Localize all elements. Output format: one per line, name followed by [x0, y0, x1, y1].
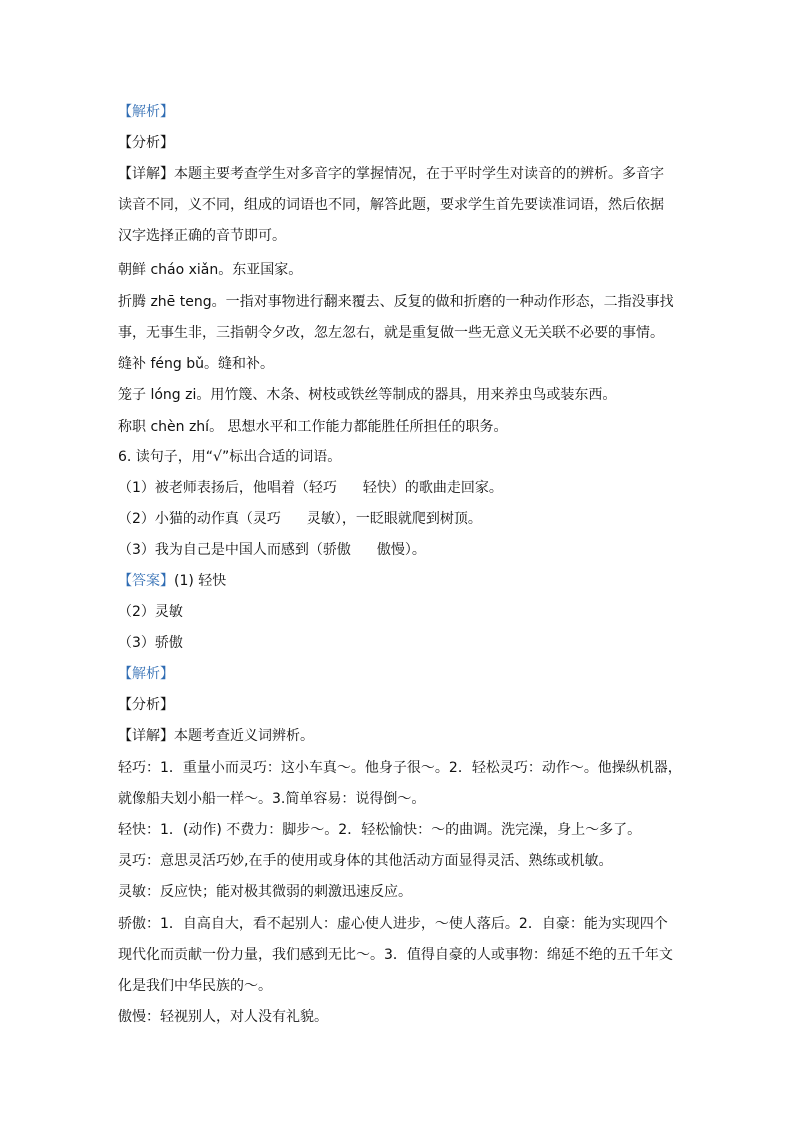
qingqiao-line-1: 轻巧：1．重量小而灵巧：这小车真～。他身子很～。2．轻松灵巧：动作～。他操纵机器，	[118, 760, 682, 776]
question6-item-2	[118, 509, 698, 529]
question6-item-1	[118, 478, 698, 498]
jiaoao-line-2: 现代化而贡献一份力量，我们感到无比～。3．值得自豪的人或事物：绵延不绝的五千年文	[118, 947, 673, 963]
jiaoao-line-3: 化是我们中华民族的～。	[118, 978, 272, 994]
detail-tag-2: 【详解】	[118, 728, 174, 744]
item1-option2: 轻快）的歌曲走回家。	[362, 480, 503, 496]
detail-tag-1: 【详解】	[118, 166, 174, 182]
answer-3: （3）骄傲	[118, 635, 183, 651]
detail-line-1	[118, 164, 698, 184]
qingkuai-entry: 轻快：1．(动作) 不费力：脚步～。2．轻松愉快：～的曲调。洗完澡，身上～多了。	[118, 822, 642, 838]
detail-line-3: 汉字选择正确的音节即可。	[118, 228, 286, 244]
zheteng-line-1: 折腾 zhē teng。一指对事物进行翻来覆去、反复的做和折磨的一种动作形态，二指没事找	[118, 294, 674, 310]
fenxi-tag-2: 【分析】	[118, 697, 174, 713]
detail-line-2-1	[118, 726, 698, 746]
detail-text-1a: 本题主要考查学生对多音字的掌握情况，在于平时学生对读音的的辨析。多音字	[174, 166, 664, 182]
answer-1: (1) 轻快	[174, 573, 227, 589]
analysis-tag-1: 【解析】	[118, 104, 174, 120]
lingmin-entry: 灵敏：反应快；能对极其微弱的刺激迅速反应。	[118, 884, 412, 900]
question6-item-3	[118, 540, 698, 560]
item2-option2: 灵敏），一眨眼就爬到树顶。	[306, 511, 482, 527]
item3-option2: 傲慢）。	[376, 542, 426, 558]
lingqiao-entry: 灵巧：意思灵活巧妙,在手的使用或身体的其他活动方面显得灵活、熟练或机敏。	[118, 853, 613, 869]
answer-2: （2）灵敏	[118, 604, 183, 620]
chaoxian-entry: 朝鲜 cháo xiǎn。东亚国家。	[118, 262, 303, 278]
item2-prefix: （2）小猫的动作真（灵巧	[118, 511, 281, 527]
item3-prefix: （3）我为自己是中国人而感到（骄傲	[118, 542, 351, 558]
question6-title: 6. 读句子，用“√”标出合适的词语。	[118, 449, 342, 465]
zheteng-line-2: 事，无事生非，三指朝令夕改，忽左忽右，就是重复做一些无意义无关联不必要的事情。	[118, 325, 664, 341]
detail-text-2: 本题考查近义词辨析。	[174, 728, 314, 744]
fengbu-entry: 缝补 féng bǔ。缝和补。	[118, 356, 274, 372]
aoman-entry: 傲慢：轻视别人，对人没有礼貌。	[118, 1009, 328, 1025]
jiaoao-line-1: 骄傲：1．自高自大，看不起别人：虚心使人进步，～使人落后。2．自豪：能为实现四个	[118, 916, 668, 932]
item1-prefix: （1）被老师表扬后，他唱着（轻巧	[118, 480, 337, 496]
answer-line-1	[118, 571, 698, 591]
fenxi-tag-1: 【分析】	[118, 135, 174, 151]
qingqiao-line-2: 就像船夫划小船一样～。3.简单容易：说得倒～。	[118, 791, 426, 807]
chenzhi-entry: 称职 chèn zhí。 思想水平和工作能力都能胜任所担任的职务。	[118, 419, 508, 435]
longzi-entry: 笼子 lóng zi。用竹篾、木条、树枝或铁丝等制成的器具，用来养虫鸟或装东西。	[118, 387, 617, 403]
answer-tag: 【答案】	[118, 573, 174, 589]
detail-line-2: 读音不同，义不同，组成的词语也不同，解答此题，要求学生首先要读准词语，然后依据	[118, 197, 664, 213]
analysis-tag-2: 【解析】	[118, 666, 174, 682]
